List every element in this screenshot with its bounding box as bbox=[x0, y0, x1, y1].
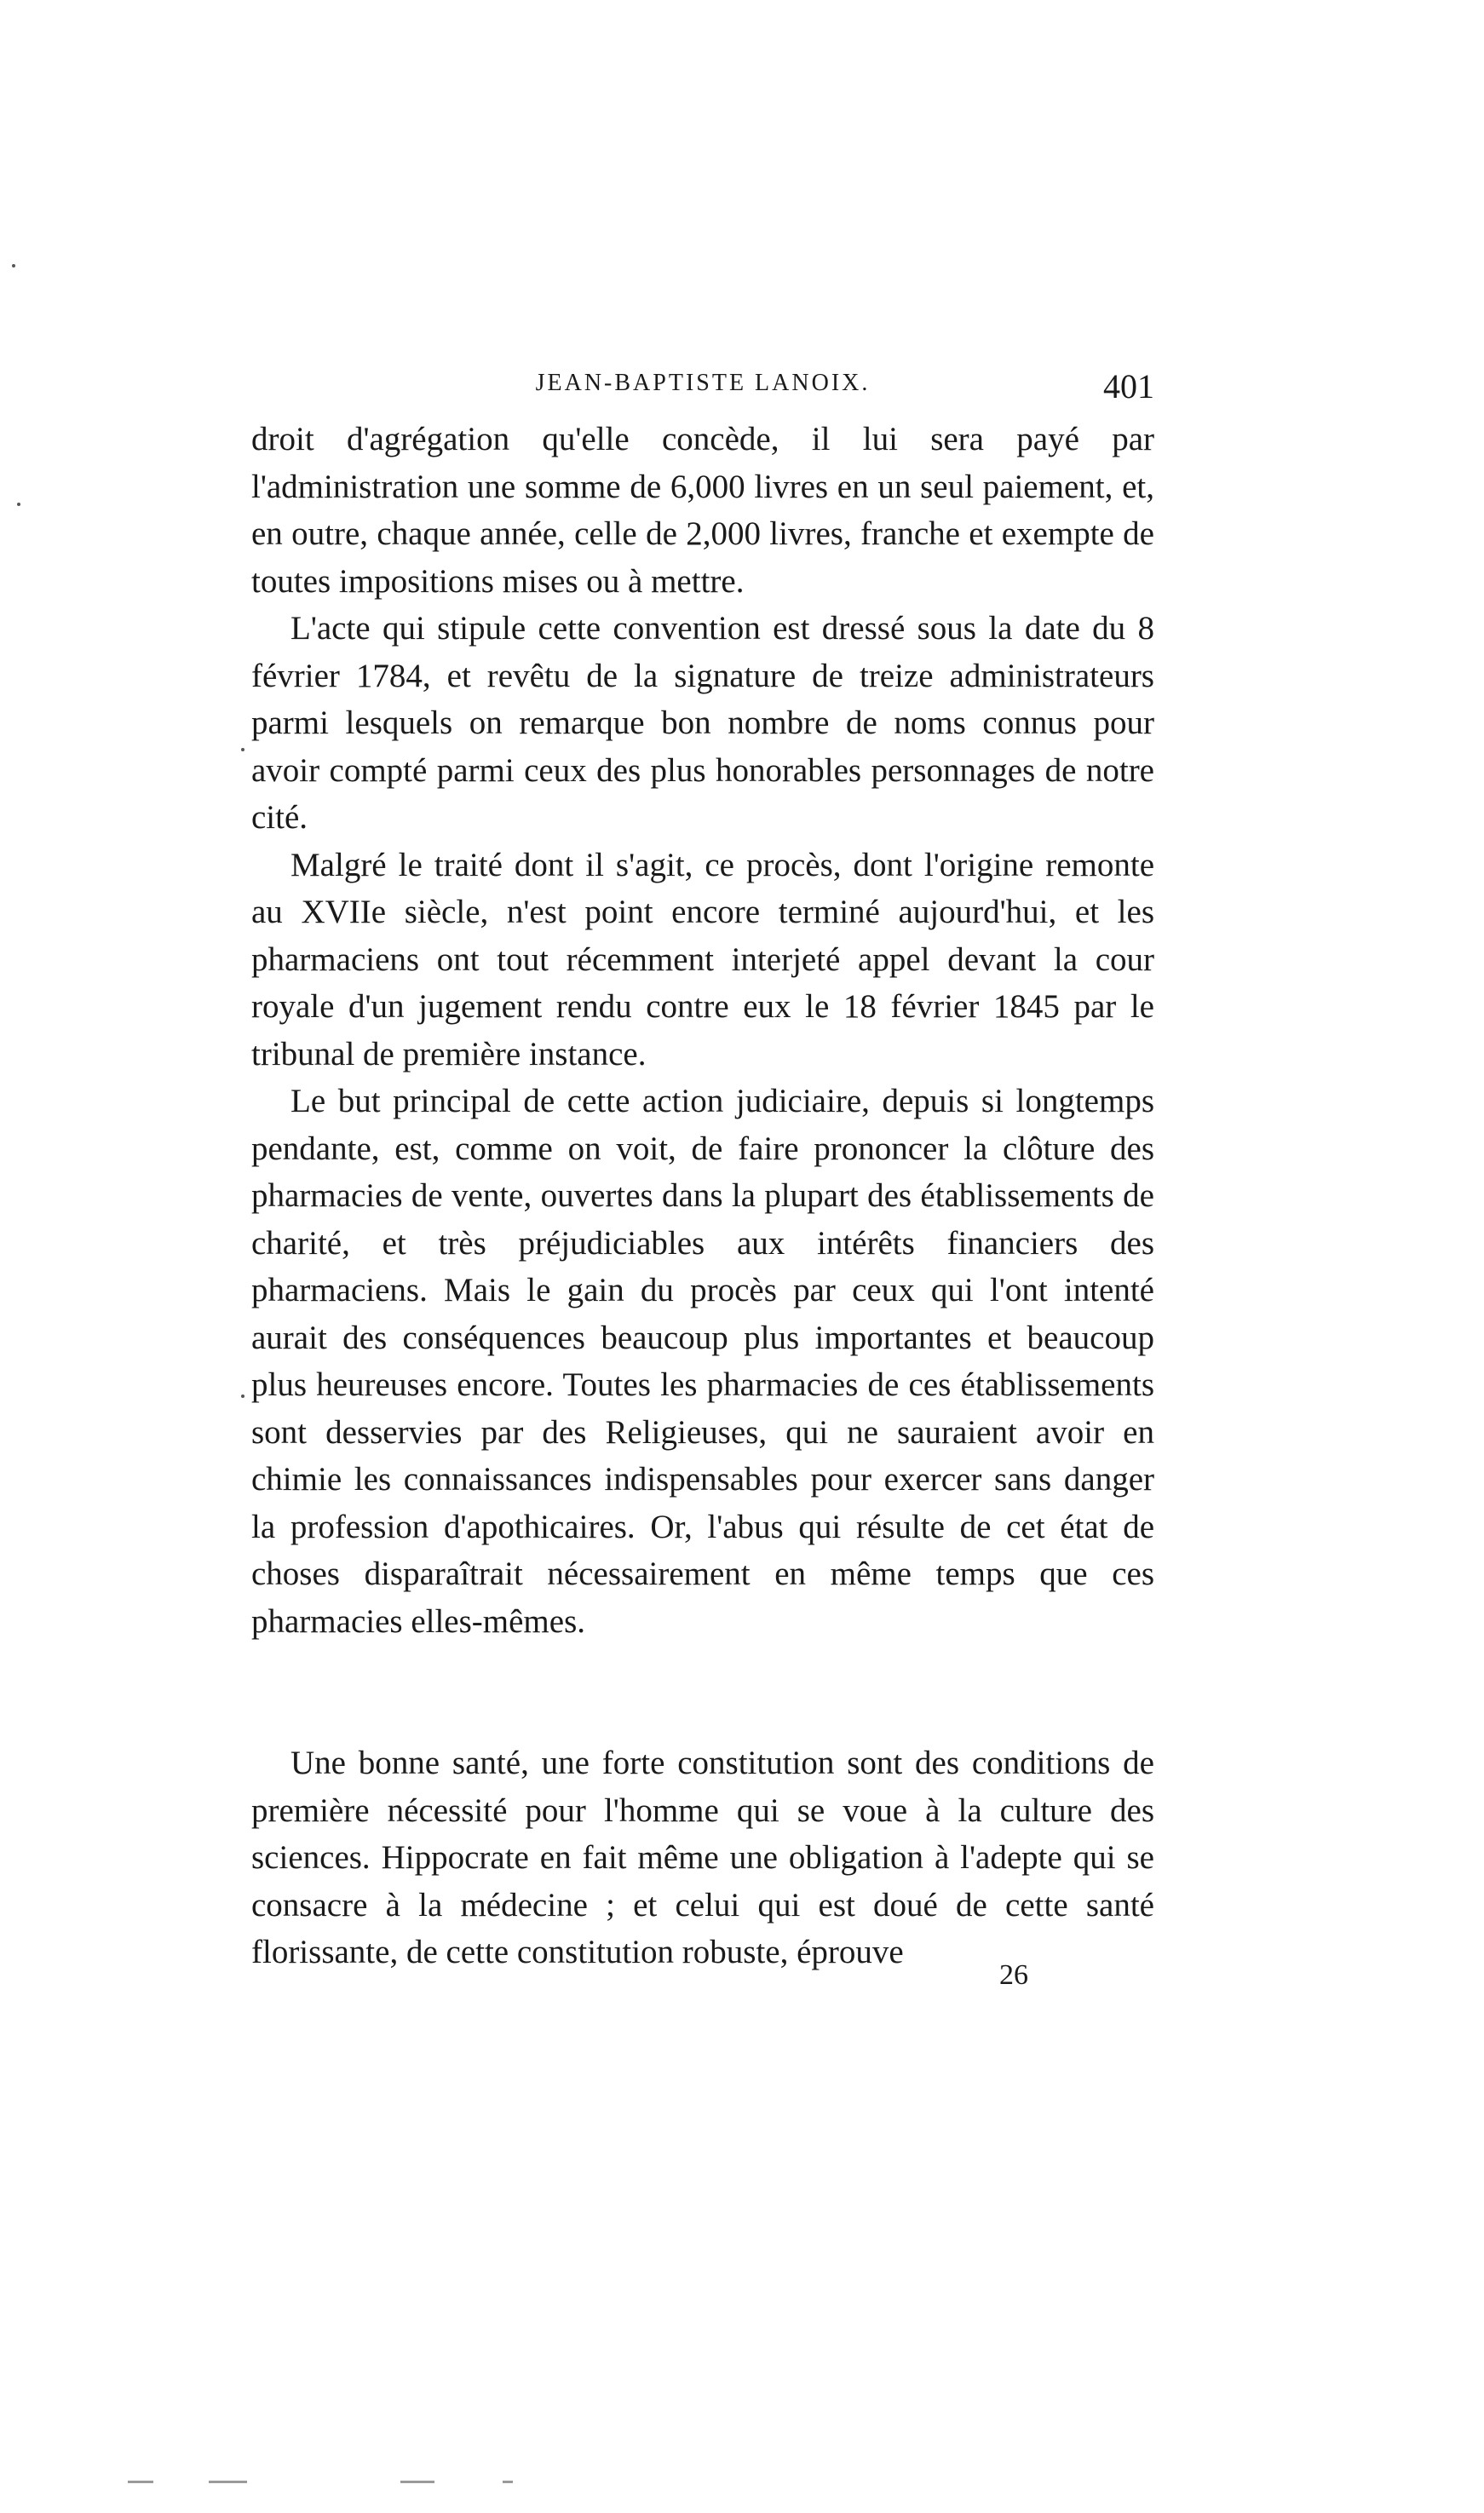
page-number: 401 bbox=[1103, 367, 1154, 405]
scan-speck bbox=[17, 503, 20, 506]
paragraph-judicial-action: Le but principal de cette action judiciaire, depuis si longtemps pendante, est, comme on voit, de faire prononcer la clôture des pharmacies de vente, ouvertes dans la plupart des établissements de charité, et très préjudiciables aux intérêts financiers des pharmaciens. Mais le gain du procès par ceux qui l'ont intenté aurait des conséquences beaucoup plus importantes et beaucoup plus heureuses encore. Toutes les pharmacies de ces établissements sont desservies par des Religieuses, qui ne sauraient avoir en chimie les connaissances indispensables pour exercer sans danger la profession d'apothicaires. Or, l'abus qui résulte de cet état de choses disparaîtrait nécessairement en même temps que ces pharmacies elles-mêmes. bbox=[251, 1083, 1154, 1640]
scan-speck bbox=[241, 1395, 244, 1398]
body-text bbox=[251, 416, 1154, 1976]
running-title: JEAN-BAPTISTE LANOIX. bbox=[535, 370, 871, 396]
paragraph-health: Une bonne santé, une forte constitution sont des conditions de première nécessité pour l'homme qui se voue à la culture des sciences. Hippocrate en fait même une obligation à l'adepte qui se consacre à la médecine ; et celui qui est doué de cette santé florissante, de cette constitution robuste, éprouve bbox=[251, 1745, 1154, 1970]
paragraph-lawsuit: Malgré le traité dont il s'agit, ce procès, dont l'origine remonte au XVIIe siècle, n'est point encore terminé aujourd'hui, et les pharmaciens ont tout récemment interjeté appel devant la cour royale d'un jugement rendu contre eux le 18 février 1845 par le tribunal de première instance. bbox=[251, 846, 1154, 1072]
paragraph-act-convention: L'acte qui stipule cette convention est dressé sous la date du 8 février 1784, et revêtu de la signature de treize administrateurs parmi lesquels on remarque bon nombre de noms connus pour avoir compté parmi ceux des plus honorables personnages de notre cité. bbox=[251, 610, 1154, 836]
running-head bbox=[251, 366, 1154, 409]
paragraph-continuation: droit d'agrégation qu'elle concède, il lui sera payé par l'administration une somme de 6,000 livres en un seul paiement, et, en outre, chaque année, celle de 2,000 livres, franche et exempte de toutes impositions mises ou à mettre. bbox=[251, 421, 1154, 600]
scan-edge-mark bbox=[128, 2481, 153, 2483]
scan-edge-mark bbox=[209, 2481, 247, 2483]
scan-speck bbox=[12, 264, 15, 267]
scan-edge-mark bbox=[400, 2481, 434, 2483]
scan-edge-mark bbox=[503, 2481, 513, 2483]
scan-speck bbox=[241, 748, 244, 751]
section-gap bbox=[251, 1645, 1154, 1740]
signature-mark: 26 bbox=[999, 1959, 1028, 1991]
